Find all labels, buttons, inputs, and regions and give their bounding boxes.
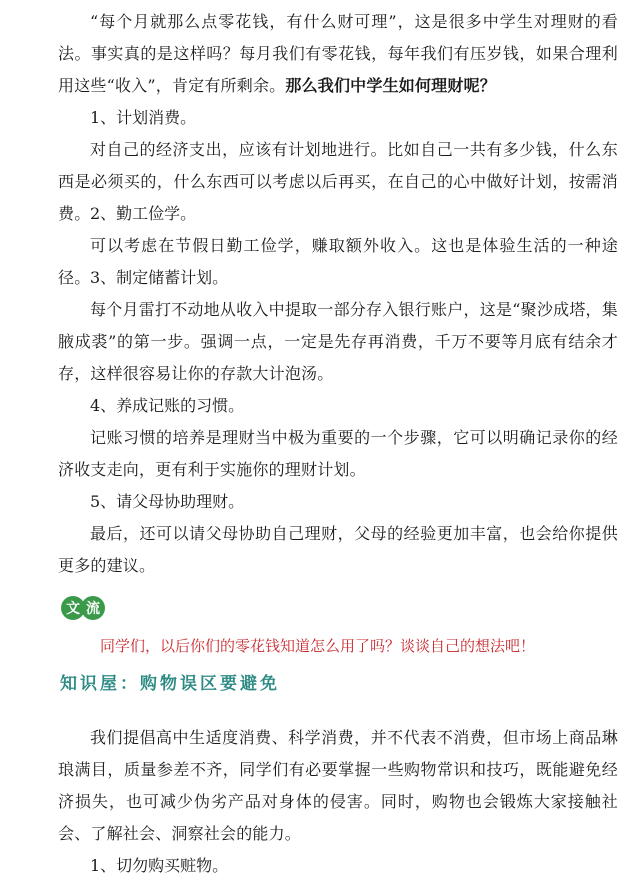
- exchange-badge: [60, 593, 106, 623]
- exchange-badge-char-2: 流: [86, 601, 100, 617]
- item-3-body: 每个月雷打不动地从收入中提取一部分存入银行账户，这是“聚沙成塔，集腋成裘”的第一步。强调一点，一定是先存再消费，千万不要等月底有结余才存，这样很容易让你的存款大计泡汤。: [58, 300, 618, 383]
- item-1-title: 1、计划消费。: [90, 108, 197, 127]
- item-2-body: 可以考虑在节假日勤工俭学，赚取额外收入。这也是体验生活的一种途径。: [58, 236, 618, 287]
- intro-text: “每个月就那么点零花钱，有什么财可理”，这是很多中学生对理财的看法。事实真的是这样吗？每月我们有零花钱，每年我们有压岁钱，如果合理利用这些“收入”，肯定有所剩余。: [58, 12, 618, 95]
- item-2-title: 2、勤工俭学。: [90, 204, 197, 223]
- knowledge-item-1-title: 1、切勿购买赃物。: [90, 856, 229, 875]
- intro-paragraph: [58, 6, 618, 102]
- item-5-body: 最后，还可以请父母协助自己理财，父母的经验更加丰富，也会给你提供更多的建议。: [58, 524, 618, 575]
- exchange-prompt: 同学们，以后你们的零花钱知道怎么用了吗？谈谈自己的想法吧！: [100, 637, 536, 655]
- item-4-body: 记账习惯的培养是理财当中极为重要的一个步骤，它可以明确记录你的经济收支走向，更有利于实施你的理财计划。: [58, 428, 618, 479]
- exchange-badge-char-1: 文: [66, 601, 80, 617]
- knowledge-intro: 我们提倡高中生适度消费、科学消费，并不代表不消费，但市场上商品琳琅满目，质量参差不齐，同学们有必要掌握一些购物常识和技巧，既能避免经济损失，也可减少伪劣产品对身体的侵害。同时，购物也会锻炼大家接触社会、了解社会、洞察社会的能力。: [58, 728, 618, 843]
- intro-question: 那么我们中学生如何理财呢？: [285, 76, 496, 95]
- item-3-title: 3、制定储蓄计划。: [90, 268, 229, 287]
- knowledge-title: 知识屋：购物误区要避免: [60, 674, 280, 694]
- item-4-title: 4、养成记账的习惯。: [90, 396, 245, 415]
- item-1-body: 对自己的经济支出，应该有计划地进行。比如自己一共有多少钱，什么东西是必须买的，什么东西可以考虑以后再买，在自己的心中做好计划，按需消费。: [58, 140, 618, 223]
- item-5-title: 5、请父母协助理财。: [90, 492, 245, 511]
